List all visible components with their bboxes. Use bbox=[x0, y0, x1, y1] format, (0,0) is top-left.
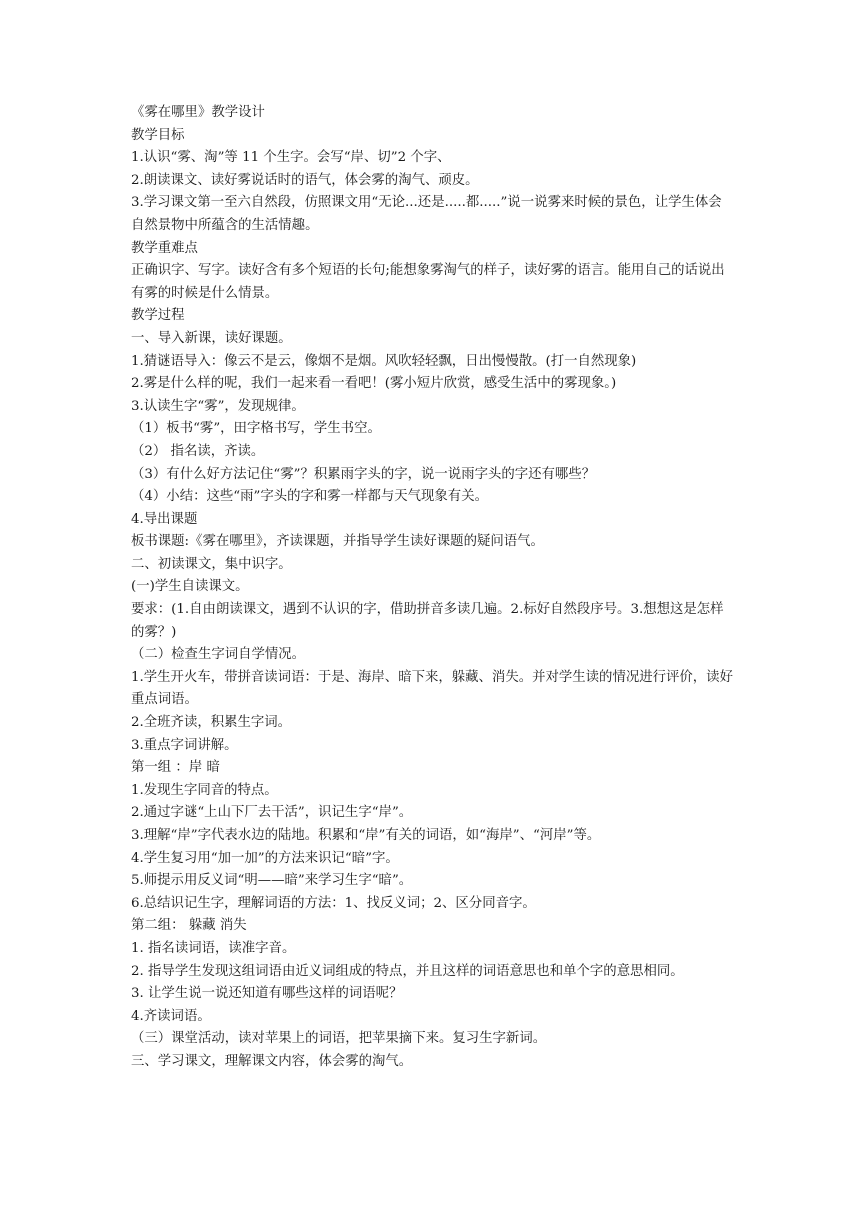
text-line: 3. 让学生说一说还知道有哪些这样的词语呢？ bbox=[131, 986, 403, 1002]
text-line: 要求：(1.自由朗读课文，遇到不认识的字，借助拼音多读几遍。2.标好自然段序号。3.想想这是怎样的雾？) bbox=[131, 602, 724, 640]
text-line: 3.重点字词讲解。 bbox=[131, 737, 238, 753]
section-heading-process: 教学过程 bbox=[131, 308, 185, 324]
text-line: 一、导入新课，读好课题。 bbox=[131, 330, 292, 346]
text-line: （二）检查生字词自学情况。 bbox=[131, 647, 306, 663]
text-line: 1. 指名读词语，读准字音。 bbox=[131, 940, 296, 956]
text-line: 4.导出课题 bbox=[131, 511, 198, 527]
section-heading-objectives: 教学目标 bbox=[131, 127, 185, 143]
text-line: 6.总结识记生字，理解词语的方法：1、找反义词；2、区分同音字。 bbox=[131, 895, 536, 911]
text-line: 4.齐读词语。 bbox=[131, 1008, 211, 1024]
text-line: 3.学习课文第一至六自然段，仿照课文用“无论...还是.....都.....”说一说雾来时候的景色，让学生体会自然景物中所蕴含的生活情趣。 bbox=[131, 195, 722, 233]
text-line: 2. 指导学生发现这组词语由近义词组成的特点，并且这样的词语意思也和单个字的意思相同。 bbox=[131, 963, 684, 979]
text-line: （4）小结：这些“雨”字头的字和雾一样都与天气现象有关。 bbox=[131, 489, 488, 505]
document-body bbox=[131, 102, 735, 1074]
text-line: 三、学习课文，理解课文内容，体会雾的淘气。 bbox=[131, 1053, 413, 1069]
text-line: 2.雾是什么样的呢，我们一起来看一看吧！(雾小短片欣赏，感受生活中的雾现象。) bbox=[131, 376, 617, 392]
text-line: 1.认识“雾、淘”等 11 个生字。会写“岸、切”2 个字、 bbox=[131, 150, 451, 166]
text-line: 二、初读课文，集中识字。 bbox=[131, 556, 292, 572]
text-line: 4.学生复习用“加一加”的方法来识记“暗”字。 bbox=[131, 850, 399, 866]
text-line: 正确识字、写字。读好含有多个短语的长句;能想象雾淘气的样子，读好雾的语言。能用自己的话说出有雾的时候是什么情景。 bbox=[131, 263, 725, 301]
text-line: 1.学生开火车，带拼音读词语：于是、海岸、暗下来，躲藏、消失。并对学生读的情况进行评价，读好重点词语。 bbox=[131, 669, 733, 708]
text-line: 2.通过字谜“上山下厂去干活”，识记生字“岸”。 bbox=[131, 805, 413, 821]
text-line: 2.朗读课文、读好雾说话时的语气，体会雾的淘气、顽皮。 bbox=[131, 172, 479, 188]
text-line: (一)学生自读课文。 bbox=[131, 579, 249, 595]
text-line: 3.理解“岸”字代表水边的陆地。积累和“岸”有关的词语，如“海岸”、“河岸”等。 bbox=[131, 828, 601, 843]
text-line: 1.发现生字同音的特点。 bbox=[131, 782, 278, 798]
text-line: （1）板书“雾”，田字格书写，学生书空。 bbox=[131, 421, 381, 437]
text-line: 1.猜谜语导入：像云不是云，像烟不是烟。风吹轻轻飘，日出慢慢散。(打一自然现象) bbox=[131, 353, 637, 369]
doc-title: 《雾在哪里》教学设计 bbox=[131, 105, 265, 120]
text-line: 2.全班齐读，积累生字词。 bbox=[131, 715, 292, 731]
text-line: （三）课堂活动，读对苹果上的词语，把苹果摘下来。复习生字新词。 bbox=[131, 1031, 547, 1047]
text-line: 3.认读生字“雾”，发现规律。 bbox=[131, 398, 305, 414]
text-line: （3）有什么好方法记住“雾”？积累雨字头的字，说一说雨字头的字还有哪些？ bbox=[131, 466, 596, 482]
text-line: 第二组： 躲藏 消失 bbox=[131, 918, 247, 934]
section-heading-key-points: 教学重难点 bbox=[131, 240, 198, 256]
text-line: 板书课题:《雾在哪里》，齐读课题，并指导学生读好课题的疑问语气。 bbox=[131, 534, 544, 550]
text-line: （2） 指名读，齐读。 bbox=[131, 443, 265, 459]
text-line: 5.师提示用反义词“明——暗”来学习生字“暗”。 bbox=[131, 873, 413, 889]
text-line: 第一组 ：岸 暗 bbox=[131, 760, 220, 776]
